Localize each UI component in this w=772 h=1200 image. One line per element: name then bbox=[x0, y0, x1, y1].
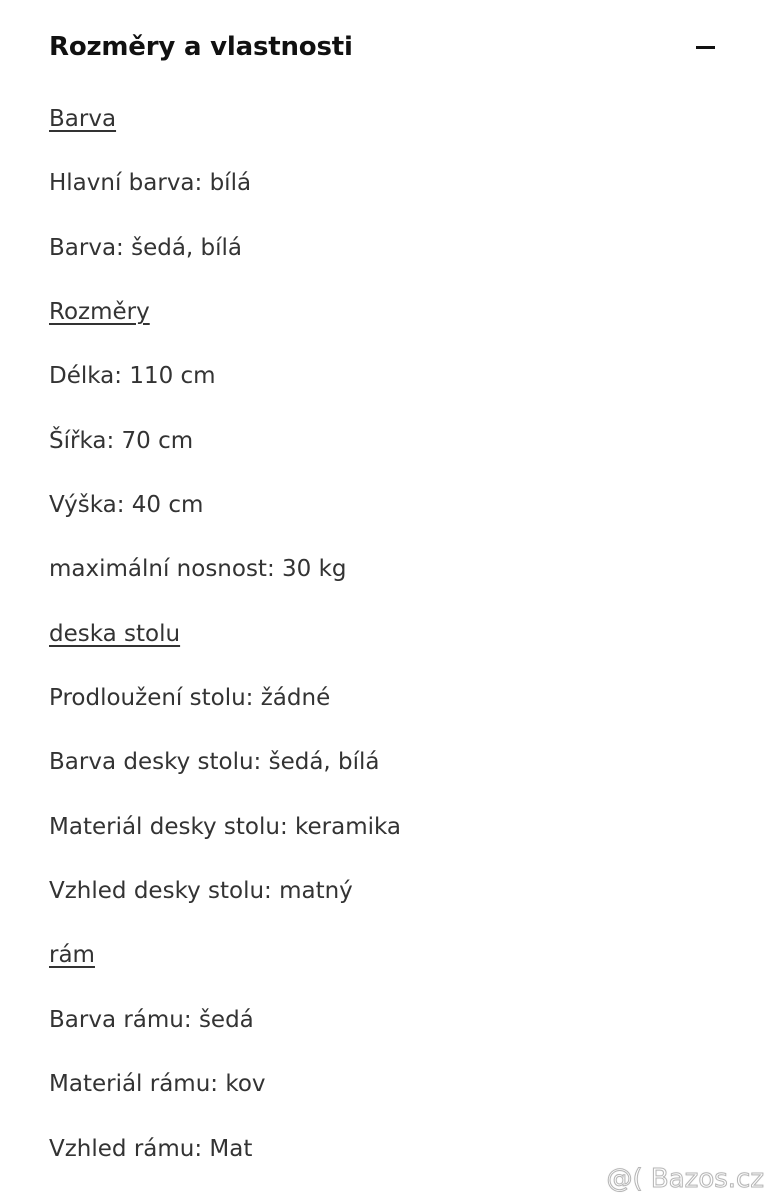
section-link-barva[interactable]: Barva bbox=[49, 106, 117, 132]
section-link-rozmery[interactable]: Rozměry bbox=[49, 299, 150, 326]
property-nosnost: maximální nosnost: 30 kg bbox=[49, 556, 347, 583]
section-link-ram[interactable]: rám bbox=[49, 942, 95, 969]
page-title: Rozměry a vlastnosti bbox=[49, 32, 353, 62]
property-barva: Barva: šedá, bílá bbox=[49, 234, 243, 261]
property-vyska: Výška: 40 cm bbox=[49, 492, 204, 519]
property-vzhled-desky: Vzhled desky stolu: matný bbox=[49, 878, 353, 905]
property-material-ramu: Materiál rámu: kov bbox=[49, 1071, 266, 1098]
property-hlavni-barva: Hlavní barva: bílá bbox=[49, 170, 252, 197]
property-prodlouzeni: Prodloužení stolu: žádné bbox=[49, 685, 331, 712]
property-sirka: Šířka: 70 cm bbox=[49, 427, 194, 454]
property-barva-ramu: Barva rámu: šedá bbox=[49, 1006, 254, 1033]
property-material-desky: Materiál desky stolu: keramika bbox=[49, 813, 402, 840]
properties-list bbox=[49, 96, 729, 1190]
property-barva-desky: Barva desky stolu: šedá, bílá bbox=[49, 749, 380, 776]
minus-icon bbox=[696, 46, 715, 49]
collapse-button[interactable] bbox=[691, 32, 721, 62]
bazos-watermark: @( Bazos.cz bbox=[606, 1164, 764, 1194]
accordion-header[interactable] bbox=[49, 24, 721, 70]
property-delka: Délka: 110 cm bbox=[49, 363, 216, 390]
section-link-deska-stolu[interactable]: deska stolu bbox=[49, 620, 181, 647]
property-vzhled-ramu: Vzhled rámu: Mat bbox=[49, 1135, 253, 1162]
